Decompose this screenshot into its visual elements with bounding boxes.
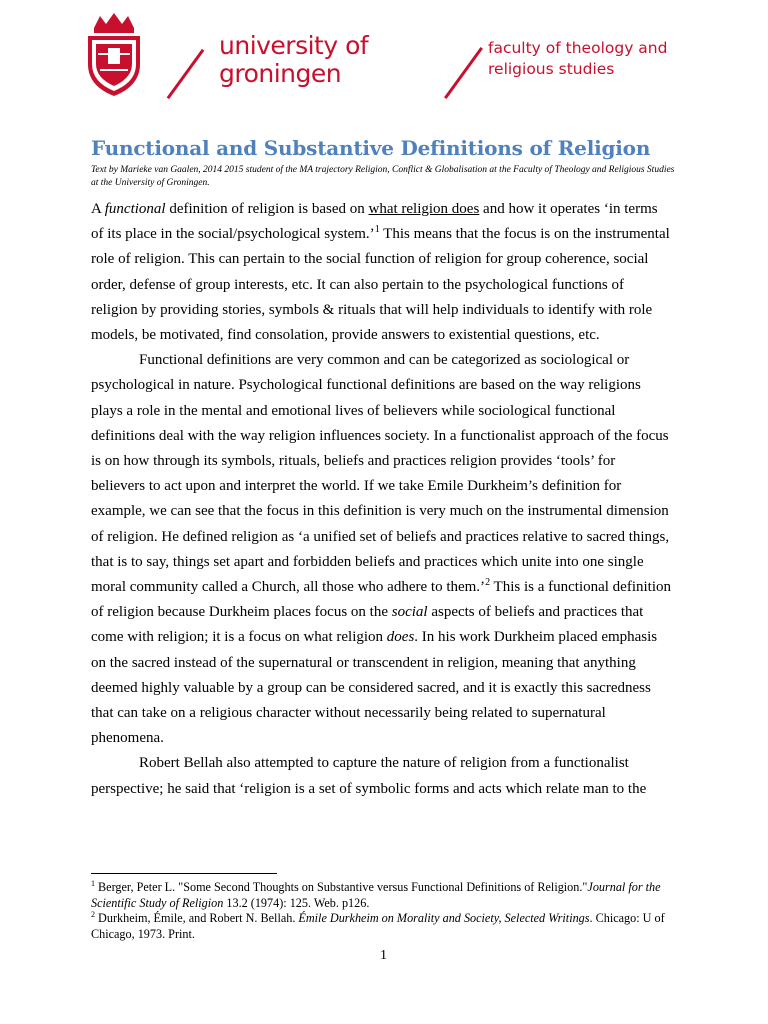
- emphasis: social: [391, 604, 428, 621]
- underlined-text: what religion does: [368, 201, 480, 217]
- footnote-2: [91, 911, 681, 942]
- author-byline: Text by Marieke van Gaalen, 2014 2015 student of the MA trajectory Religion, Conflict & Globalisation at the Faculty of Theology and Religious Studies at the University of Groningen.: [91, 165, 675, 188]
- text-run: definition of religion is based on: [165, 201, 369, 217]
- document-title: Functional and Substantive Definitions of Religion: [91, 136, 651, 160]
- emphasis: Journal for the Scientific Study of Religion: [91, 880, 661, 910]
- page-number: 1: [380, 948, 387, 963]
- footnote-mark: 2: [91, 909, 95, 919]
- header-divider-slash: [167, 49, 205, 99]
- footnote-1: [91, 880, 681, 911]
- footnote-ref-2[interactable]: 2: [485, 577, 491, 589]
- footnotes: [91, 880, 681, 942]
- faculty-name-line1: faculty of theology and: [488, 39, 668, 57]
- footnote-ref-1[interactable]: 1: [374, 224, 380, 236]
- text-run: aspects of beliefs and practices that come with religion; it is a focus on what religion: [91, 604, 644, 646]
- university-crest-logo: [78, 10, 150, 100]
- text-run: Durkheim, Émile, and Robert N. Bellah.: [95, 911, 299, 925]
- footnote-mark: 1: [91, 878, 95, 888]
- text-run: This means that the focus is on the instrumental role of religion. This can pertain to the social function of religion for group coherence, social order, defense of group interests, etc. It can also pertain to the psychological functions of religion by providing stories, symbols & rituals that will help individuals to identify with role models, be motivated, find consolation, provide answers to existential questions, etc.: [91, 226, 670, 344]
- text-run: and how it operates ‘in terms of its place in the social/psychological system.’: [91, 201, 658, 243]
- paragraph-1: [91, 197, 671, 348]
- header-divider-slash: [444, 47, 483, 99]
- text-run: . Chicago: U of Chicago, 1973. Print.: [91, 911, 665, 941]
- emphasis: functional: [104, 201, 166, 217]
- paragraph-2: [91, 348, 671, 751]
- emphasis: Émile Durkheim on Morality and Society, Selected Writings: [298, 911, 590, 925]
- text-run: Functional definitions are very common and can be categorized as sociological or psychological in nature. Psychological functional definitions are based on the way religions plays a role in the mental and emotional lives of believers while sociological functional definitions deal with the way religion influences society. In a functionalist approach of the focus is on how through its symbols, rituals, beliefs and practices religion provides ‘tools’ for believers to act upon and interpret the world. If we take Emile Durkheim’s definition for example, we can see that the focus in this definition is very much on the instrumental dimension of religion. He defined religion as ‘a unified set of beliefs and practices relative to sacred things, that is to say, things set apart and forbidden beliefs and practices which unite into one single moral community called a Church, all those who adhere to them.’: [91, 352, 670, 596]
- text-run: Berger, Peter L. "Some Second Thoughts on Substantive versus Functional Definitions of Religion.": [95, 880, 588, 894]
- emphasis: does: [386, 629, 415, 646]
- university-name-line2: groningen: [219, 59, 342, 88]
- university-name-line1: university of: [219, 31, 369, 60]
- text-run: A: [91, 201, 105, 217]
- faculty-name-line2: religious studies: [488, 60, 615, 78]
- text-run: This is a functional definition of religion because Durkheim places focus on the: [91, 579, 672, 621]
- document-body: [91, 197, 671, 802]
- faculty-name: [488, 38, 667, 80]
- university-name: [219, 32, 368, 88]
- text-run: 13.2 (1974): 125. Web. p126.: [223, 895, 370, 910]
- paragraph-3: Robert Bellah also attempted to capture the nature of religion from a functionalist perspective; he said that ‘religion is a set of symbolic forms and acts which relate man to the: [91, 755, 647, 797]
- text-run: . In his work Durkheim placed emphasis on the sacred instead of the supernatural or transcendent in religion, meaning that anything deemed highly valuable by a group can be considered sacred, and it is exactly this sacredness that can take on a religious character without necessarily being related to supernatural phenomena.: [91, 629, 658, 747]
- footnote-separator: [91, 873, 277, 874]
